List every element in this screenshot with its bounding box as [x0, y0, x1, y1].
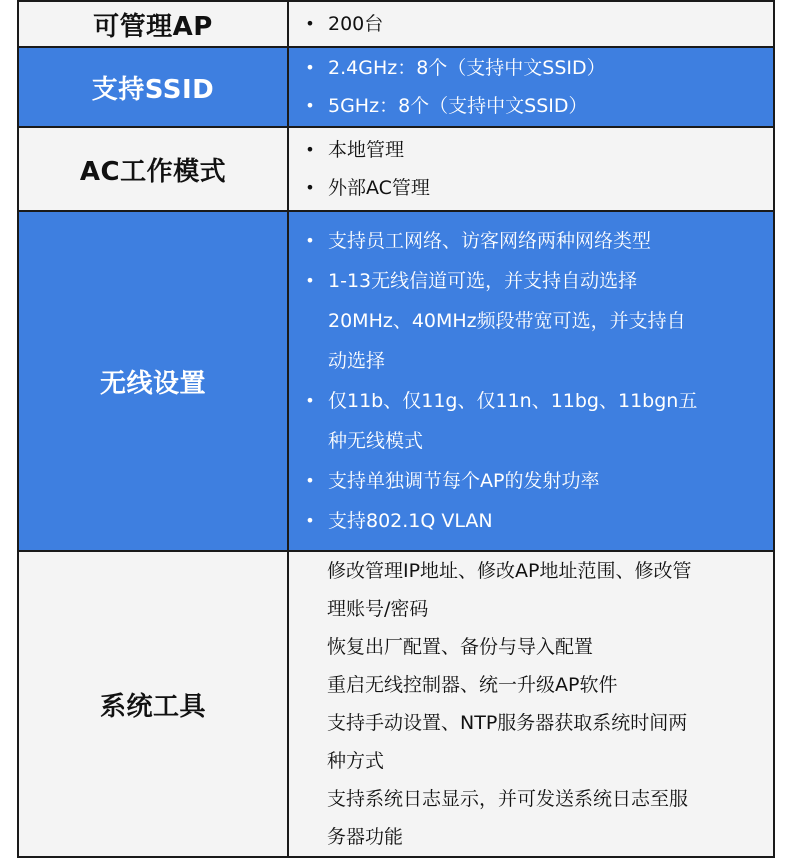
- item-list: [301, 49, 759, 125]
- item-text: 2.4GHz：8个（支持中文SSID）: [328, 57, 606, 79]
- row-label: 无线设置: [18, 211, 288, 551]
- list-item: [301, 87, 759, 125]
- list-item-continuation: [301, 301, 759, 341]
- item-list: [301, 4, 759, 44]
- item-text: 200台: [328, 13, 384, 35]
- item-text: 务器功能: [327, 826, 404, 848]
- list-item-continuation: [301, 421, 759, 461]
- item-text: 外部AC管理: [328, 177, 430, 199]
- row-ssid: [18, 47, 774, 127]
- item-text: 20MHz、40MHz频段带宽可选，并支持自: [328, 310, 686, 332]
- item-text: 支持系统日志显示，并可发送系统日志至服: [327, 788, 689, 810]
- item-text: 重启无线控制器、统一升级AP软件: [327, 674, 618, 696]
- item-text: 本地管理: [328, 139, 405, 161]
- row-label: 支持SSID: [18, 47, 288, 127]
- list-item: [301, 461, 759, 501]
- list-item-continuation: [301, 341, 759, 381]
- item-text: 动选择: [328, 350, 386, 372]
- item-text: 种无线模式: [328, 430, 424, 452]
- row-value: [288, 1, 774, 47]
- list-item: [301, 4, 759, 44]
- bullet-icon: •: [305, 58, 315, 77]
- bullet-icon: •: [305, 391, 315, 410]
- item-text: 支持手动设置、NTP服务器获取系统时间两: [327, 712, 688, 734]
- list-item-continuation: [301, 818, 759, 856]
- list-item-continuation: [301, 742, 759, 780]
- list-item: [301, 221, 759, 261]
- item-list: [301, 221, 759, 541]
- row-ac-mode: [18, 127, 774, 211]
- row-label: AC工作模式: [18, 127, 288, 211]
- item-text: 支持802.1Q VLAN: [328, 510, 493, 532]
- row-label: 系统工具: [18, 551, 288, 857]
- row-value: [288, 551, 774, 857]
- list-item: [301, 49, 759, 87]
- item-text: 恢复出厂配置、备份与导入配置: [327, 636, 594, 658]
- item-text: 支持员工网络、访客网络两种网络类型: [328, 230, 652, 252]
- bullet-icon: •: [305, 471, 315, 490]
- item-list: [301, 131, 759, 207]
- list-item: [301, 666, 759, 704]
- list-item: [301, 552, 759, 590]
- item-text: 支持单独调节每个AP的发射功率: [328, 470, 600, 492]
- item-text: 1-13无线信道可选，并支持自动选择: [328, 270, 638, 292]
- item-text: 理账号/密码: [327, 598, 429, 620]
- bullet-icon: •: [305, 271, 315, 290]
- item-list: [301, 552, 759, 856]
- item-text: 种方式: [327, 750, 385, 772]
- list-item-continuation: [301, 590, 759, 628]
- list-item: [301, 261, 759, 301]
- bullet-icon: •: [305, 178, 315, 197]
- list-item: [301, 780, 759, 818]
- spec-table: [17, 0, 775, 858]
- row-wireless-settings: [18, 211, 774, 551]
- list-item: [301, 169, 759, 207]
- list-item: [301, 704, 759, 742]
- row-managed-ap: [18, 1, 774, 47]
- bullet-icon: •: [305, 511, 315, 530]
- list-item: [301, 381, 759, 421]
- item-text: 修改管理IP地址、修改AP地址范围、修改管: [327, 560, 692, 582]
- item-text: 仅11b、仅11g、仅11n、11bg、11bgn五: [328, 390, 698, 412]
- row-label: 可管理AP: [18, 1, 288, 47]
- row-value: [288, 127, 774, 211]
- list-item: [301, 628, 759, 666]
- list-item: [301, 501, 759, 541]
- item-text: 5GHz：8个（支持中文SSID）: [328, 95, 588, 117]
- bullet-icon: •: [305, 14, 315, 33]
- bullet-icon: •: [305, 140, 315, 159]
- row-value: [288, 211, 774, 551]
- list-item: [301, 131, 759, 169]
- bullet-icon: •: [305, 96, 315, 115]
- bullet-icon: •: [305, 231, 315, 250]
- row-value: [288, 47, 774, 127]
- row-system-tools: [18, 551, 774, 857]
